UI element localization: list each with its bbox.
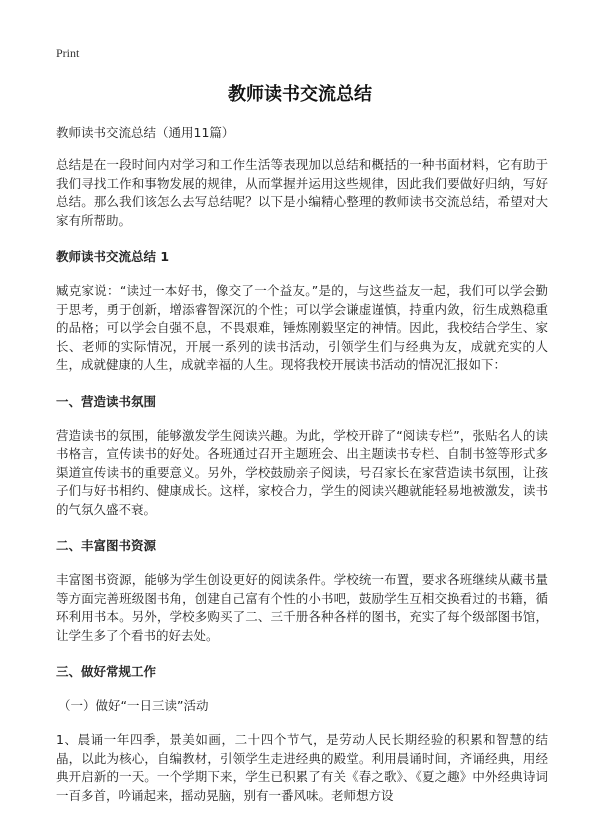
book-resources-paragraph: 丰富图书资源，能够为学生创设更好的阅读条件。学校统一布置，要求各班继续从藏书量等方面完善班级图书角，创建自己富有个性的小书吧，鼓励学生互相交换看过的书籍，循环利用书本。另外，学校多购买了二、三千册各种各样的图书，充实了每个级部图书馆，让学生多了个看书的好去处。	[56, 572, 548, 643]
page-title: 教师读书交流总结	[228, 84, 372, 105]
section-title: 教师读书交流总结 1	[56, 249, 170, 264]
heading-book-resources: 二、丰富图书资源	[56, 538, 157, 553]
section-intro-paragraph: 臧克家说：“读过一本好书，像交了一个益友。”是的，与这些益友一起，我们可以学会勤于思考，勇于创新，增添睿智深沉的个性；可以学会谦虚谨慎，持重内敛，衍生成熟稳重的品格；可以学会自强不息，不畏艰难，锤炼刚毅坚定的神情。因此，我校结合学生、家长、老师的实际情况，开展一系列的读书活动，引领学生们与经典为友，成就充实的人生，成就健康的人生，成就幸福的人生。现将我校开展读书活动的情况汇报如下：	[56, 283, 548, 372]
morning-reading-paragraph: 1、晨诵一年四季，景美如画，二十四个节气，是劳动人民长期经验的积累和智慧的结晶，以此为核心，自编教材，引领学生走进经典的殿堂。利用晨诵时间，齐诵经典，用经典开启新的一天。一个学期下来，学生已积累了有关《春之歌》、《夏之趣》中外经典诗词一百多首，吟诵起来，摇动晃脑，别有一番风味。老师想方设	[56, 732, 548, 803]
document-body	[56, 124, 548, 823]
intro-paragraph: 总结是在一段时间内对学习和工作生活等表现加以总结和概括的一种书面材料，它有助于我们寻找工作和事物发展的规律，从而掌握并运用这些规律，因此我们要做好归纳，写好总结。那么我们该怎么去写总结呢？以下是小编精心整理的教师读书交流总结，希望对大家有所帮助。	[56, 157, 548, 228]
heading-atmosphere: 一、营造读书氛围	[56, 393, 157, 409]
sub-heading-daily-reading: （一）做好“一日三读”活动	[58, 698, 209, 713]
document-subtitle: 教师读书交流总结（通用11篇）	[56, 125, 235, 140]
heading-routine-work: 三、做好常规工作	[56, 664, 157, 679]
atmosphere-paragraph: 营造读书的氛围，能够激发学生阅读兴趣。为此，学校开辟了“阅读专栏”，张贴名人的读书格言，宣传读书的好处。各班通过召开主题班会、出主题读书专栏、自制书签等形式多渠道宣传读书的重要意义。另外，学校鼓励亲子阅读，号召家长在家营造读书氛围，让孩子们与好书相约、健康成长。这样，家校合力，学生的阅读兴趣就能轻易地被激发，读书的气氛久盛不衰。	[56, 427, 548, 517]
print-link[interactable]: Print	[56, 46, 80, 60]
